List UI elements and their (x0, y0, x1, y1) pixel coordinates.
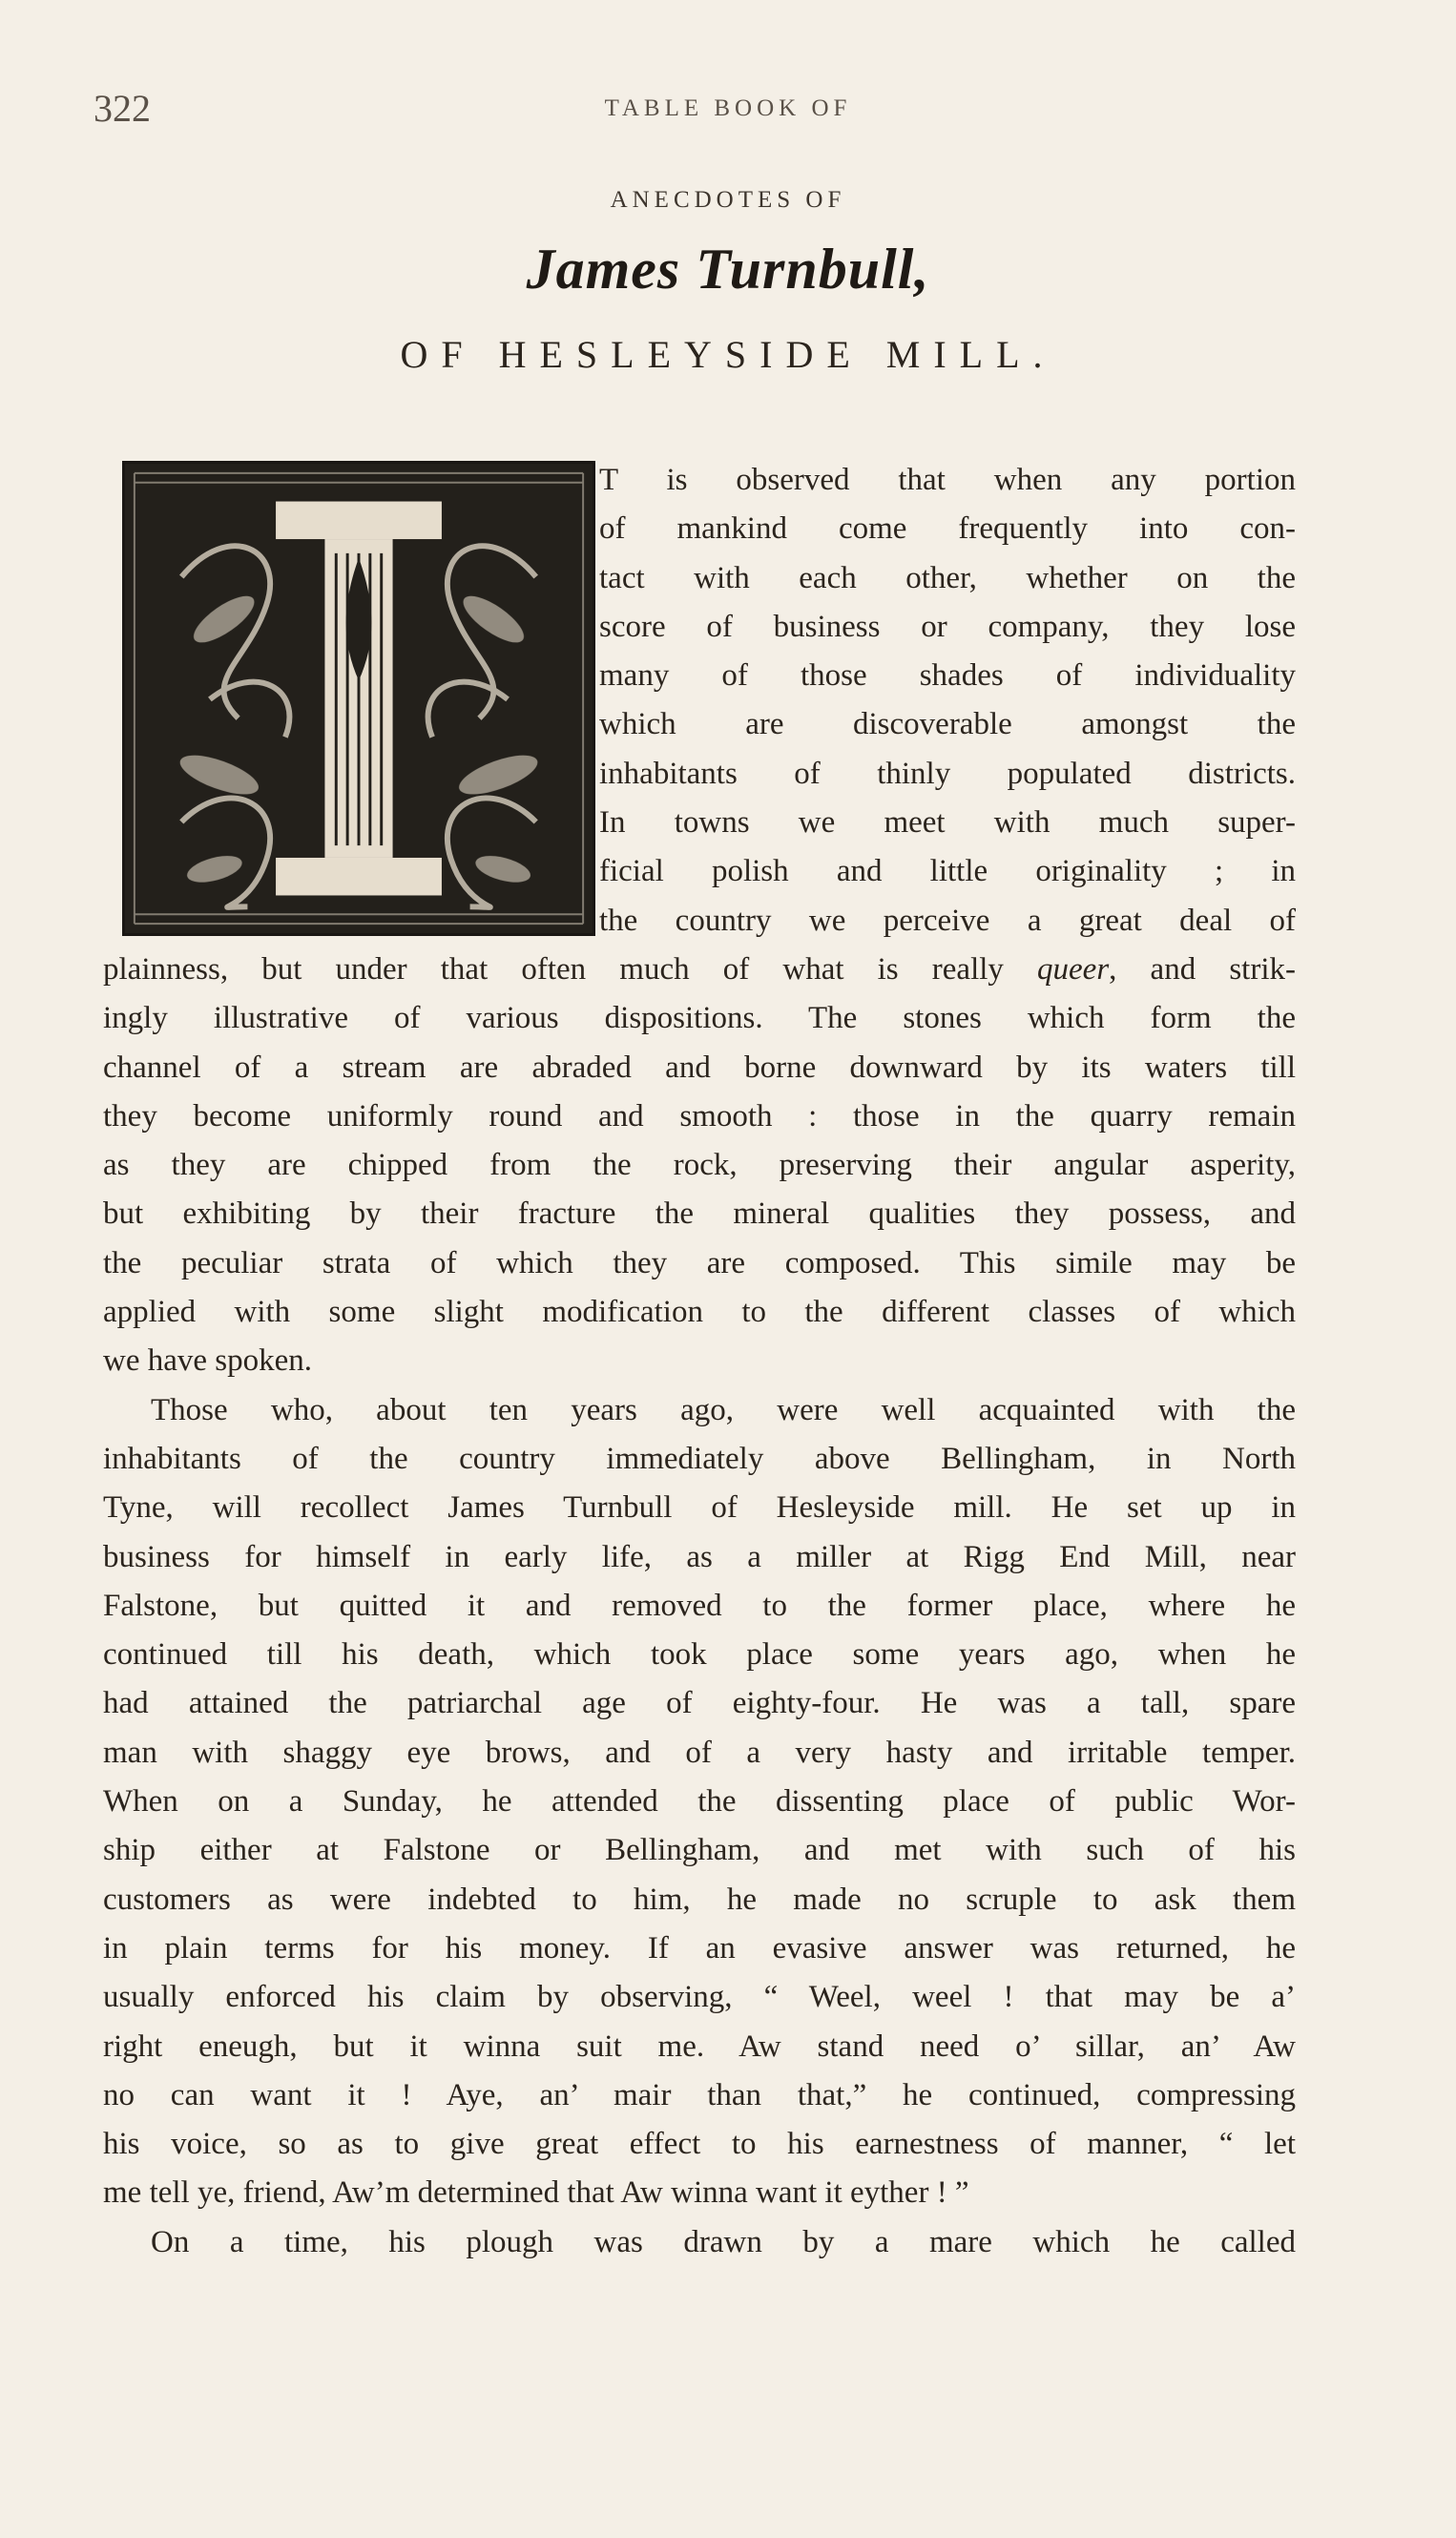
text-line: his voice, so as to give great effect to his earnestness of manner, “ let (103, 2127, 1296, 2162)
text-line: ship either at Falstone or Bellingham, and met with such of his (103, 1833, 1296, 1868)
text-line: we have spoken. (103, 1343, 313, 1379)
article-body (103, 456, 1296, 2267)
text-line: business for himself in early life, as a miller at Rigg End Mill, near (103, 1539, 1296, 1574)
subject-place-title: OF HESLEYSIDE MILL. (400, 333, 1056, 376)
text-line: in plain terms for his money. If an evasive answer was returned, he (103, 1930, 1296, 1966)
italic-word: queer (1037, 951, 1110, 987)
text-line: Tyne, will recollect James Turnbull of Hesleyside mill. He set up in (103, 1490, 1296, 1526)
text-line: customers as were indebted to him, he made no scruple to ask them (103, 1882, 1296, 1917)
running-title: TABLE BOOK OF (604, 95, 852, 121)
text-line: which are discoverable amongst the (599, 707, 1296, 742)
text-line: T is observed that when any portion (599, 463, 1296, 497)
text-line: On a time, his plough was drawn by a mare which he called (151, 2224, 1296, 2259)
text-line: channel of a stream are abraded and borne downward by its waters till (103, 1050, 1296, 1085)
text-line: they become uniformly round and smooth : those in the quarry remain (103, 1098, 1296, 1134)
text-line: had attained the patriarchal age of eighty-four. He was a tall, spare (103, 1686, 1296, 1721)
text-line: score of business or company, they lose (599, 609, 1296, 644)
text-line: many of those shades of individuality (599, 658, 1296, 694)
text-line: no can want it ! Aye, an’ mair than that,” he continued, compressing (103, 2077, 1296, 2112)
text-line: ficial polish and little originality ; in (599, 854, 1296, 889)
text-line: In towns we meet with much super- (599, 805, 1296, 841)
text-line: Falstone, but quitted it and removed to the former place, where he (103, 1588, 1296, 1623)
section-heading: ANECDOTES OF (610, 187, 846, 213)
text-line: continued till his death, which took place some years ago, when he (103, 1637, 1296, 1673)
text-line: inhabitants of thinly populated districts. (599, 756, 1296, 791)
text-line: the country we perceive a great deal of (599, 903, 1296, 938)
text-segment: plainness, but under that often much of what is really (103, 951, 1038, 987)
text-line: applied with some slight modification to the different classes of which (103, 1295, 1296, 1330)
text-line: of mankind come frequently into con- (599, 511, 1296, 547)
text-line (103, 946, 1296, 994)
text-line: man with shaggy eye brows, and of a very hasty and irritable temper. (103, 1735, 1296, 1770)
subject-name-title: James Turnbull, (526, 238, 930, 301)
text-line: usually enforced his claim by observing, “ Weel, weel ! that may be a’ (103, 1980, 1296, 2015)
text-segment: , and strik- (1109, 951, 1296, 987)
text-line: right eneugh, but it winna suit me. Aw stand need o’ sillar, an’ Aw (103, 2028, 1296, 2064)
text-line: ingly illustrative of various dispositions. The stones which form the (103, 1001, 1296, 1036)
text-line: Those who, about ten years ago, were well acquainted with the (151, 1392, 1296, 1427)
text-line: inhabitants of the country immediately above Bellingham, in North (103, 1441, 1296, 1476)
page-number: 322 (94, 87, 151, 130)
text-line: the peculiar strata of which they are composed. This simile may be (103, 1245, 1296, 1280)
text-line: tact with each other, whether on the (599, 560, 1296, 595)
text-line: When on a Sunday, he attended the dissenting place of public Wor- (103, 1784, 1296, 1820)
text-line: but exhibiting by their fracture the mineral qualities they possess, and (103, 1196, 1296, 1232)
text-line: as they are chipped from the rock, preserving their angular asperity, (103, 1148, 1296, 1183)
text-line: me tell ye, friend, Aw’m determined that Aw winna want it eyther ! ” (103, 2175, 969, 2211)
